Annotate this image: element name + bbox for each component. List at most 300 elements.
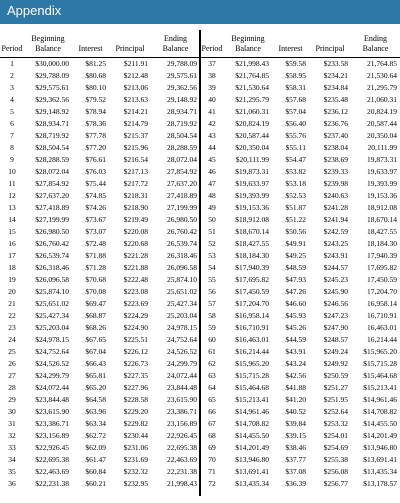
cell-interest: $61.47 [85, 455, 106, 464]
table-row [200, 82, 400, 94]
cell-period: 24 [8, 335, 16, 344]
cell-beginning-balance: $18,427.55 [235, 239, 269, 248]
cell-principal: $214.79 [123, 119, 148, 128]
cell-interest: $56.40 [285, 119, 306, 128]
cell-beginning-balance: $29,148.92 [35, 107, 69, 116]
cell-ending-balance: 28,072.04 [167, 155, 197, 164]
table-row [0, 214, 200, 226]
cell-interest: $71.28 [85, 263, 106, 272]
cell-ending-balance: 19,633.97 [367, 167, 397, 176]
cell-period: 64 [208, 383, 216, 392]
column-header-ending-balance: Ending Balance [351, 30, 400, 58]
cell-period: 14 [8, 215, 16, 224]
cell-period: 28 [8, 383, 16, 392]
cell-ending-balance: 25,874.10 [167, 275, 197, 284]
cell-ending-balance: 26,096.58 [167, 263, 197, 272]
amortization-tables [0, 24, 400, 490]
cell-beginning-balance: $14,201.49 [235, 443, 269, 452]
cell-interest: $41.20 [285, 395, 306, 404]
cell-beginning-balance: $21,060.31 [235, 107, 269, 116]
cell-principal: $244.57 [323, 263, 348, 272]
cell-beginning-balance: $19,153.36 [235, 203, 269, 212]
cell-principal: $246.56 [323, 299, 348, 308]
table-row [200, 298, 400, 310]
cell-principal: $215.96 [123, 143, 148, 152]
cell-period: 38 [208, 71, 216, 80]
table-row [200, 214, 400, 226]
cell-period: 42 [208, 119, 216, 128]
table-row [0, 118, 200, 130]
table-row [200, 118, 400, 130]
cell-beginning-balance: $16,710.91 [235, 323, 269, 332]
cell-beginning-balance: $14,455.50 [235, 431, 269, 440]
cell-ending-balance: 26,760.42 [167, 227, 197, 236]
table-row [0, 310, 200, 322]
cell-interest: $39.84 [285, 419, 306, 428]
cell-principal: $249.24 [323, 347, 348, 356]
cell-principal: $231.06 [123, 443, 148, 452]
cell-interest: $68.87 [85, 311, 106, 320]
table-row [200, 310, 400, 322]
cell-period: 20 [8, 287, 16, 296]
cell-principal: $255.38 [323, 455, 348, 464]
appendix-header [0, 0, 400, 24]
cell-principal: $224.90 [123, 323, 148, 332]
cell-interest: $79.52 [85, 95, 106, 104]
cell-ending-balance: 23,156.89 [167, 419, 197, 428]
table-row [200, 178, 400, 190]
cell-interest: $71.88 [85, 251, 106, 260]
cell-ending-balance: 22,463.69 [167, 455, 197, 464]
cell-beginning-balance: $27,418.89 [35, 203, 69, 212]
cell-ending-balance: $13,178.57 [363, 479, 397, 488]
column-header-beginning-balance: Beginning Balance [24, 30, 72, 58]
cell-period: 43 [208, 131, 216, 140]
cell-period: 29 [8, 395, 16, 404]
cell-beginning-balance: $16,214.44 [235, 347, 269, 356]
cell-beginning-balance: $13,946.80 [235, 455, 269, 464]
cell-principal: $227.96 [123, 383, 148, 392]
cell-beginning-balance: $27,854.92 [35, 179, 69, 188]
cell-ending-balance: $14,708.82 [363, 407, 397, 416]
cell-principal: $233.58 [323, 59, 348, 68]
table-row [200, 382, 400, 394]
cell-beginning-balance: $24,299.79 [35, 371, 69, 380]
table-row [0, 82, 200, 94]
cell-ending-balance: 20,111.99 [367, 143, 397, 152]
cell-beginning-balance: $30,000.00 [35, 59, 69, 68]
cell-beginning-balance: $22,695.38 [35, 455, 69, 464]
cell-principal: $228.58 [123, 395, 148, 404]
cell-period: 16 [8, 239, 16, 248]
cell-principal: $256.77 [323, 479, 348, 488]
cell-ending-balance: $13,691.41 [363, 455, 397, 464]
cell-interest: $63.34 [85, 419, 106, 428]
table-row [200, 58, 400, 71]
cell-period: 68 [208, 431, 216, 440]
cell-ending-balance: 24,299.79 [167, 359, 197, 368]
table-row [0, 94, 200, 106]
cell-beginning-balance: $24,526.52 [35, 359, 69, 368]
cell-interest: $74.85 [85, 191, 106, 200]
cell-beginning-balance: $25,203.04 [35, 323, 69, 332]
cell-period: 1 [10, 59, 14, 68]
column-divider [199, 30, 201, 496]
table-row [0, 430, 200, 442]
cell-beginning-balance: $22,231.38 [35, 479, 69, 488]
cell-principal: $212.48 [123, 71, 148, 80]
cell-interest: $46.60 [285, 299, 306, 308]
cell-principal: $249.92 [323, 359, 348, 368]
table-row [0, 274, 200, 286]
cell-ending-balance: 21,998.43 [167, 479, 197, 488]
cell-ending-balance: 21,295.79 [367, 83, 397, 92]
cell-interest: $57.68 [285, 95, 306, 104]
cell-ending-balance: 22,926.45 [167, 431, 197, 440]
table-row [0, 382, 200, 394]
cell-ending-balance: 29,788.09 [167, 59, 197, 68]
cell-interest: $36.39 [285, 479, 306, 488]
table-row [0, 250, 200, 262]
cell-period: 67 [208, 419, 216, 428]
cell-interest: $67.04 [85, 347, 106, 356]
cell-ending-balance: 17,204.70 [367, 287, 397, 296]
table-row [200, 106, 400, 118]
table-row [200, 250, 400, 262]
cell-principal: $232.32 [123, 467, 148, 476]
cell-period: 57 [208, 299, 216, 308]
table-row [200, 478, 400, 490]
table-row [0, 346, 200, 358]
table-row [0, 370, 200, 382]
cell-interest: $77.78 [85, 131, 106, 140]
cell-principal: $251.27 [323, 383, 348, 392]
cell-beginning-balance: $29,788.09 [35, 71, 69, 80]
cell-interest: $65.20 [85, 383, 106, 392]
cell-principal: $240.63 [323, 191, 348, 200]
cell-interest: $76.61 [85, 155, 106, 164]
cell-interest: $77.20 [85, 143, 106, 152]
cell-beginning-balance: $20,824.19 [235, 119, 269, 128]
cell-beginning-balance: $18,184.30 [235, 251, 269, 260]
cell-ending-balance: 26,980.50 [167, 215, 197, 224]
cell-period: 33 [8, 443, 16, 452]
cell-beginning-balance: $17,204.70 [235, 299, 269, 308]
table-row [0, 358, 200, 370]
cell-period: 9 [10, 155, 14, 164]
cell-beginning-balance: $28,288.59 [35, 155, 69, 164]
cell-ending-balance: 19,873.31 [367, 155, 397, 164]
cell-interest: $60.84 [85, 467, 106, 476]
cell-beginning-balance: $28,504.54 [35, 143, 69, 152]
column-header-period: Period [200, 30, 224, 58]
cell-period: 58 [208, 311, 216, 320]
cell-period: 55 [208, 275, 216, 284]
table-row [0, 466, 200, 478]
cell-beginning-balance: $22,463.69 [35, 467, 69, 476]
column-header-principal: Principal [109, 30, 151, 58]
cell-principal: $254.01 [323, 431, 348, 440]
cell-ending-balance: 20,824.19 [367, 107, 397, 116]
cell-period: 31 [8, 419, 16, 428]
cell-period: 37 [208, 59, 216, 68]
cell-beginning-balance: $17,940.39 [235, 263, 269, 272]
cell-ending-balance: 18,670.14 [367, 215, 397, 224]
cell-ending-balance: 17,450.59 [367, 275, 397, 284]
cell-beginning-balance: $20,111.99 [235, 155, 269, 164]
table-row [0, 130, 200, 142]
cell-interest: $42.56 [285, 371, 306, 380]
cell-principal: $250.59 [323, 371, 348, 380]
table-row [0, 322, 200, 334]
cell-interest: $69.47 [85, 299, 106, 308]
cell-principal: $223.08 [123, 287, 148, 296]
cell-principal: $254.69 [323, 443, 348, 452]
cell-principal: $243.25 [323, 239, 348, 248]
cell-ending-balance: 17,695.82 [367, 263, 397, 272]
cell-ending-balance: 28,934.71 [167, 107, 197, 116]
table-row [200, 406, 400, 418]
cell-interest: $62.09 [85, 443, 106, 452]
table-row [200, 466, 400, 478]
cell-principal: $229.82 [123, 419, 148, 428]
cell-period: 10 [8, 167, 16, 176]
cell-principal: $226.73 [123, 359, 148, 368]
cell-period: 62 [208, 359, 216, 368]
column-header-principal: Principal [309, 30, 351, 58]
cell-beginning-balance: $26,318.46 [35, 263, 69, 272]
cell-ending-balance: 28,719.92 [167, 119, 197, 128]
cell-ending-balance: $14,201.49 [363, 431, 397, 440]
cell-interest: $73.67 [85, 215, 106, 224]
cell-period: 52 [208, 239, 216, 248]
cell-interest: $75.44 [85, 179, 106, 188]
column-header-ending-balance: Ending Balance [151, 30, 200, 58]
cell-ending-balance: 27,854.92 [167, 167, 197, 176]
cell-beginning-balance: $25,874.10 [35, 287, 69, 296]
amortization-table-left [0, 30, 200, 490]
table-row [200, 430, 400, 442]
cell-principal: $235.48 [323, 95, 348, 104]
cell-interest: $62.72 [85, 431, 106, 440]
table-row [200, 394, 400, 406]
cell-period: 71 [208, 467, 216, 476]
cell-period: 72 [208, 479, 216, 488]
cell-principal: $248.57 [323, 335, 348, 344]
cell-interest: $45.93 [285, 311, 306, 320]
cell-principal: $223.69 [123, 299, 148, 308]
cell-interest: $47.93 [285, 275, 306, 284]
cell-ending-balance: 27,418.89 [167, 191, 197, 200]
cell-interest: $58.95 [285, 71, 306, 80]
cell-interest: $48.59 [285, 263, 306, 272]
cell-period: 34 [8, 455, 16, 464]
cell-period: 6 [10, 119, 14, 128]
cell-ending-balance: $13,946.80 [363, 443, 397, 452]
amortization-table-right-section [200, 30, 400, 490]
cell-period: 40 [208, 95, 216, 104]
page-title: Appendix [7, 3, 62, 18]
cell-interest: $52.53 [285, 191, 306, 200]
cell-ending-balance: 22,231.38 [167, 467, 197, 476]
cell-period: 60 [208, 335, 216, 344]
cell-beginning-balance: $24,072.44 [35, 383, 69, 392]
cell-interest: $40.52 [285, 407, 306, 416]
table-row [200, 154, 400, 166]
table-row [200, 94, 400, 106]
table-row [0, 454, 200, 466]
table-row [0, 286, 200, 298]
cell-ending-balance: $14,961.46 [363, 395, 397, 404]
cell-principal: $221.28 [123, 251, 148, 260]
cell-ending-balance: 23,386.71 [167, 407, 197, 416]
cell-ending-balance: 25,427.34 [167, 299, 197, 308]
cell-beginning-balance: $23,156.89 [35, 431, 69, 440]
cell-period: 13 [8, 203, 16, 212]
table-row [200, 346, 400, 358]
cell-ending-balance: 16,958.14 [367, 299, 397, 308]
cell-period: 11 [8, 179, 16, 188]
cell-principal: $213.63 [123, 95, 148, 104]
cell-period: 21 [8, 299, 16, 308]
cell-principal: $238.04 [323, 143, 348, 152]
cell-principal: $217.72 [123, 179, 148, 188]
cell-ending-balance: 21,764.85 [367, 59, 397, 68]
cell-beginning-balance: $21,295.79 [235, 95, 269, 104]
cell-interest: $70.68 [85, 275, 106, 284]
cell-ending-balance: 19,153.36 [367, 191, 397, 200]
cell-principal: $247.23 [323, 311, 348, 320]
amortization-table-left-section [0, 30, 200, 490]
table-row [0, 262, 200, 274]
table-row [0, 226, 200, 238]
cell-ending-balance: $15,464.68 [363, 371, 397, 380]
cell-interest: $41.88 [285, 383, 306, 392]
cell-principal: $234.21 [323, 71, 348, 80]
table-row [0, 202, 200, 214]
cell-period: 32 [8, 431, 16, 440]
cell-period: 54 [208, 263, 216, 272]
table-row [0, 406, 200, 418]
cell-period: 26 [8, 359, 16, 368]
cell-period: 45 [208, 155, 216, 164]
cell-principal: $226.12 [123, 347, 148, 356]
cell-principal: $252.64 [323, 407, 348, 416]
cell-beginning-balance: $16,958.14 [235, 311, 269, 320]
cell-beginning-balance: $13,691.41 [235, 467, 269, 476]
cell-period: 36 [8, 479, 16, 488]
cell-ending-balance: 24,072.44 [167, 371, 197, 380]
cell-interest: $53.82 [285, 167, 306, 176]
cell-period: 51 [208, 227, 216, 236]
cell-ending-balance: 19,393.99 [367, 179, 397, 188]
table-row [200, 334, 400, 346]
table-row [200, 322, 400, 334]
cell-ending-balance: 22,695.38 [167, 443, 197, 452]
cell-principal: $256.08 [323, 467, 348, 476]
table-row [0, 418, 200, 430]
cell-period: 23 [8, 323, 16, 332]
cell-beginning-balance: $21,764.85 [235, 71, 269, 80]
cell-interest: $67.65 [85, 335, 106, 344]
table-row [200, 286, 400, 298]
cell-period: 17 [8, 251, 16, 260]
cell-beginning-balance: $27,637.20 [35, 191, 69, 200]
cell-ending-balance: 24,752.64 [167, 335, 197, 344]
cell-interest: $60.21 [85, 479, 106, 488]
cell-period: 22 [8, 311, 16, 320]
cell-period: 70 [208, 455, 216, 464]
cell-ending-balance: 28,504.54 [167, 131, 197, 140]
table-row [200, 418, 400, 430]
cell-principal: $237.40 [323, 131, 348, 140]
cell-beginning-balance: $13,435.34 [235, 479, 269, 488]
cell-beginning-balance: $28,072.04 [35, 167, 69, 176]
cell-period: 19 [8, 275, 16, 284]
cell-period: 18 [8, 263, 16, 272]
cell-period: 3 [10, 83, 14, 92]
cell-beginning-balance: $17,450.59 [235, 287, 269, 296]
cell-principal: $239.33 [323, 167, 348, 176]
column-header-interest: Interest [272, 30, 309, 58]
cell-ending-balance: 27,637.20 [167, 179, 197, 188]
cell-principal: $241.94 [323, 215, 348, 224]
cell-beginning-balance: $26,539.74 [35, 251, 69, 260]
table-row [200, 370, 400, 382]
table-header-row [0, 30, 200, 58]
cell-ending-balance: 26,318.46 [167, 251, 197, 260]
cell-period: 59 [208, 323, 216, 332]
cell-beginning-balance: $19,873.31 [235, 167, 269, 176]
cell-interest: $72.48 [85, 239, 106, 248]
cell-ending-balance: 23,615.90 [167, 395, 197, 404]
table-row [200, 70, 400, 82]
table-row [0, 178, 200, 190]
cell-principal: $229.20 [123, 407, 148, 416]
cell-beginning-balance: $17,695.82 [235, 275, 269, 284]
table-row [200, 190, 400, 202]
cell-principal: $216.54 [123, 155, 148, 164]
cell-period: 61 [208, 347, 216, 356]
cell-interest: $68.26 [85, 323, 106, 332]
cell-principal: $245.90 [323, 287, 348, 296]
cell-beginning-balance: $24,752.64 [35, 347, 69, 356]
cell-interest: $74.26 [85, 203, 106, 212]
cell-interest: $38.46 [285, 443, 306, 452]
table-row [200, 454, 400, 466]
table-header-row [200, 30, 400, 58]
cell-beginning-balance: $15,464.68 [235, 383, 269, 392]
cell-period: 50 [208, 215, 216, 224]
cell-interest: $45.26 [285, 323, 306, 332]
cell-beginning-balance: $29,362.56 [35, 95, 69, 104]
cell-beginning-balance: $15,213.41 [235, 395, 269, 404]
cell-beginning-balance: $20,587.44 [235, 131, 269, 140]
cell-beginning-balance: $29,575.61 [35, 83, 69, 92]
cell-principal: $238.69 [323, 155, 348, 164]
cell-period: 8 [10, 143, 14, 152]
cell-principal: $214.21 [123, 107, 148, 116]
cell-principal: $218.90 [123, 203, 148, 212]
cell-period: 35 [8, 467, 16, 476]
cell-ending-balance: 18,912.08 [367, 203, 397, 212]
cell-interest: $73.07 [85, 227, 106, 236]
cell-period: 44 [208, 143, 216, 152]
cell-principal: $242.59 [323, 227, 348, 236]
cell-principal: $245.23 [323, 275, 348, 284]
cell-principal: $247.90 [323, 323, 348, 332]
cell-beginning-balance: $14,708.82 [235, 419, 269, 428]
